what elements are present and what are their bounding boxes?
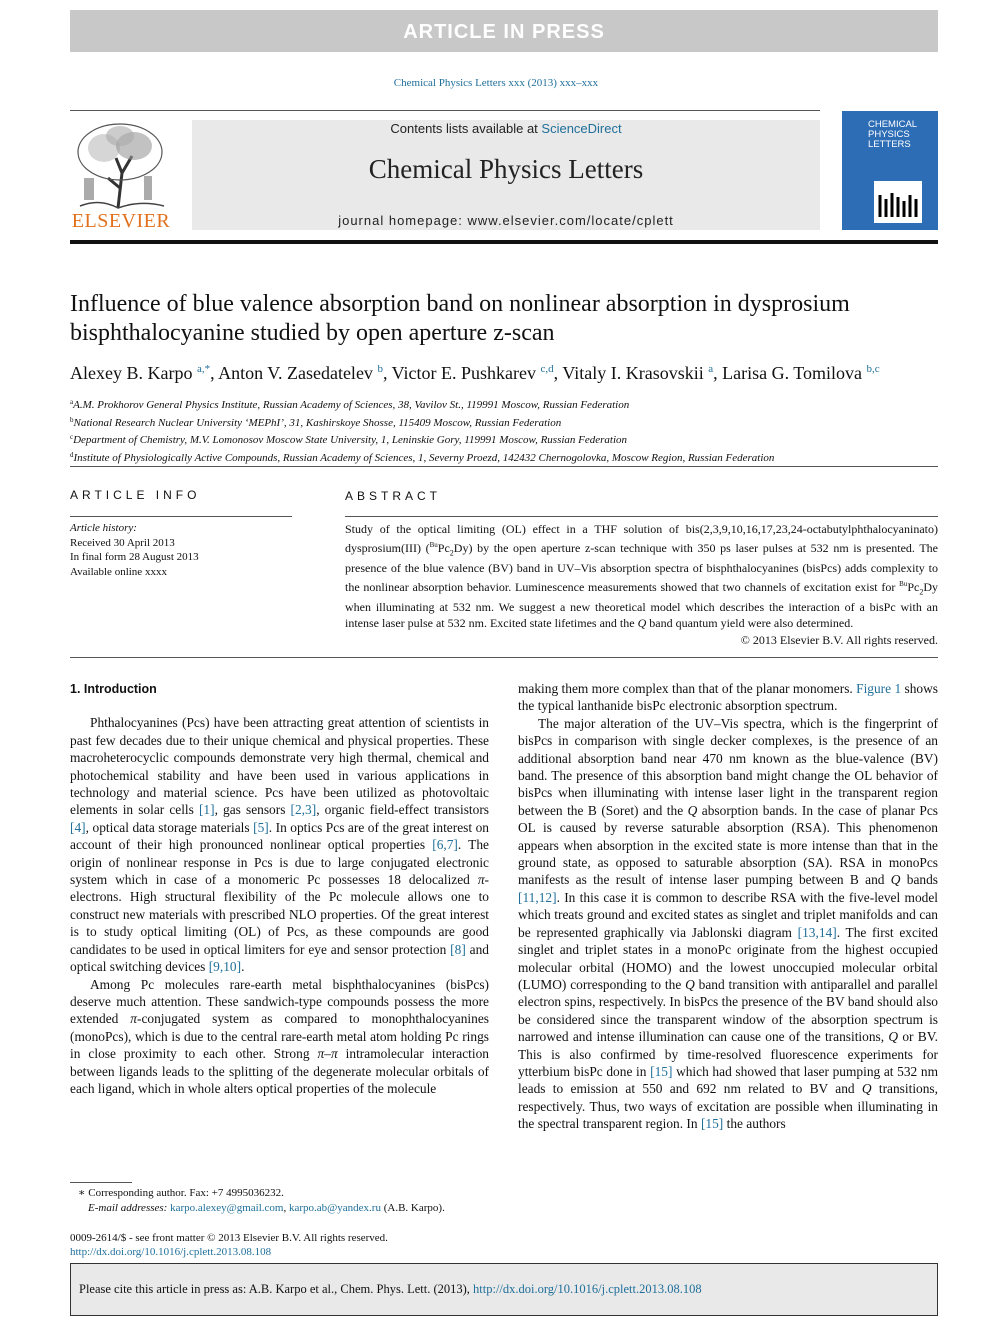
citation-text: Please cite this article in press as: A.B. Karpo et al., Chem. Phys. Lett. (2013), <box>79 1282 474 1296</box>
abstract-rule <box>345 516 938 517</box>
affiliation-text: Institute of Physiologically Active Compounds, Russian Academy of Sciences, 1, Severny Proezd, 142432 Chernogolovka, Moscow Region, Russian Federation <box>73 451 775 464</box>
affiliation-sup: c <box>70 433 74 441</box>
author-affil-sup[interactable]: b,c <box>866 363 880 375</box>
reference-link[interactable]: [6,7] <box>432 837 458 853</box>
doi-link[interactable]: http://dx.doi.org/10.1016/j.cplett.2013.08.108 <box>70 1246 272 1258</box>
affiliation-item <box>70 448 938 466</box>
copyright-notice: © 2013 Elsevier B.V. All rights reserved. <box>740 633 938 647</box>
article-info-rule <box>70 516 292 517</box>
reference-link[interactable]: [15] <box>650 1063 673 1079</box>
affiliation-item <box>70 413 938 431</box>
reference-link[interactable]: [15] <box>700 1116 724 1132</box>
cover-line: LETTERS <box>868 139 911 150</box>
author-affil-sup[interactable]: a,* <box>196 363 211 375</box>
body-paragraph: Phthalocyanines (Pcs) have been attracting great attention of scientists in past few decades due to their unique chemical and physical properties. These macroheterocyclic compounds demonstrate very high thermal, chemical and photochemical stability and have been used in various applications in technology and material science. Pcs have been utilized as photovoltaic elements in solar cells [1], gas sensors [2,3], organic field-effect transistors [4], optical data storage materials [5]. In optics Pcs are of the great interest on account of their high pronounced nonlinear optical properties [6,7]. The origin of nonlinear response in Pcs is due to large conjugated electronic system which in case of a monomeric Pc possesses 18 delocalized π-electrons. High structural flexibility of the Pc molecule allows one to construct new materials with prescribed NLO properties. Of the great interest is to study optical limiting (OL) of Pcs, as these compounds are good candidates to be used in optical limiters for eye and sensor protection [8] and optical switching devices [9,10]. <box>70 715 490 975</box>
email-link[interactable]: karpo.alexey@gmail.com <box>170 1202 284 1214</box>
issn-block <box>70 1231 510 1259</box>
citation-box <box>70 1263 938 1316</box>
reference-link[interactable]: [8] <box>450 941 466 957</box>
article-history <box>70 521 292 579</box>
cover-line: PHYSICS <box>868 129 910 140</box>
body-column-left <box>70 681 489 1097</box>
reference-link[interactable]: [2,3] <box>290 802 317 818</box>
issn-line: 0009-2614/$ - see front matter © 2013 Elsevier B.V. All rights reserved. <box>70 1232 388 1244</box>
reference-link[interactable]: [4] <box>70 819 86 835</box>
author-name[interactable]: Victor E. Pushkarev <box>391 363 537 383</box>
reference-link[interactable]: [9,10] <box>208 959 242 975</box>
journal-homepage-link[interactable]: journal homepage: www.elsevier.com/locate/cplett <box>338 213 674 228</box>
footnote <box>70 1186 490 1216</box>
author-name[interactable]: Vitaly I. Krasovskii <box>562 363 704 383</box>
author-affil-sup[interactable]: c,d <box>540 363 554 375</box>
reference-link[interactable]: [11,12] <box>518 889 557 905</box>
article-title: Influence of blue valence absorption band on nonlinear absorption in dysprosium bisphthalocyanine studied by open aperture z-scan <box>70 291 850 346</box>
history-revised: In final form 28 August 2013 <box>70 551 199 563</box>
history-label: Article history: <box>70 522 137 534</box>
affiliation-divider <box>70 466 938 467</box>
email-line: E-mail addresses: karpo.alexey@gmail.com, karpo.ab@yandex.ru (A.B. Karpo). <box>88 1202 445 1214</box>
affiliation-text: A.M. Prokhorov General Physics Institute, Russian Academy of Sciences, 38, Vavilov St., 119991 Moscow, Russian Federation <box>73 399 630 411</box>
history-received: Received 30 April 2013 <box>70 536 175 549</box>
body-column-right <box>518 680 938 1133</box>
affiliation-sup: d <box>70 450 74 459</box>
citation-doi-link[interactable]: http://dx.doi.org/10.1016/j.cplett.2013.08.108 <box>473 1282 702 1296</box>
author-name[interactable]: Larisa G. Tomilova <box>722 363 863 383</box>
body-paragraph: The major alteration of the UV–Vis spectra, which is the fingerprint of bisPcs in comparison with single decker complexes, is the presence of an additional absorption band near 470 nm known as the blue-valence (BV) band. The presence of this absorption band might change the OL behavior of bisPcs when illuminating with intense laser light in the transparent region between the B (Soret) and the Q absorption bands. In the case of planar Pcs OL is caused by reverse saturable absorption (RSA). This phenomenon appears when absorption in the excited state is more intense than that in the ground state, as opposed to saturable absorption (SA). RSA in monoPcs manifests as the result of intense laser pumping between B and Q bands [11,12]. In this case it is common to describe RSA with the five-level model which treats ground and excited states as singlet and triplet manifolds and can be represented graphically via Jablonski diagram [13,14]. The first excited singlet and triplet states in a monoPc originate from the highest occupied molecular orbital (HOMO) and the lowest unoccupied molecular orbital (LUMO) corresponding to the Q band transition with antiparallel and parallel electron spins, respectively. In bisPcs the presence of the BV band should also be considered since the transparent window of the absorption spectrum is narrowed and intense illumination can cause one of the transitions, Q or BV. This is also confirmed by time-resolved fluorescence experiments for ytterbium bisPc done in [15] which had showed that laser pumping at 532 nm leads to emission at 550 and 692 nm related to BV and Q transitions, respectively. Thus, two ways of excitation are possible when illuminating in the spectral transparent region. In [15] the authors <box>518 715 939 1132</box>
section-heading-introduction: 1. Introduction <box>70 682 157 696</box>
reference-link[interactable]: [1] <box>198 802 215 818</box>
author-name[interactable]: Alexey B. Karpo <box>70 363 193 383</box>
affiliation-list <box>70 395 938 465</box>
author-name[interactable]: Anton V. Zasedatelev <box>218 363 373 383</box>
footnote-rule <box>70 1182 132 1183</box>
affiliation-text: Department of Chemistry, M.V. Lomonosov Moscow State University, 1, Leninskie Gory, 119991 Moscow, Russian Federation <box>73 434 628 446</box>
journal-cover-image[interactable] <box>842 111 938 230</box>
author-affil-sup[interactable]: b <box>377 363 383 375</box>
author-list: Alexey B. Karpo $^{a,*}$, Anton V. Zasedatelev $^b$, Victor E. Pushkarev $^{c,d}$, Vitaly I. Krasovskii $^a$, Larisa G. Tomilova $^{b,c}$ <box>70 363 880 383</box>
journal-title: Chemical Physics Letters <box>368 154 644 184</box>
email-link[interactable]: karpo.ab@yandex.ru <box>288 1202 381 1214</box>
affiliation-item <box>70 430 938 448</box>
affiliation-sup: b <box>70 415 74 424</box>
affiliation-text: National Research Nuclear University ‘MEPhI’, 31, Kashirskoye Shosse, 115409 Moscow, Russian Federation <box>73 416 562 429</box>
sciencedirect-link[interactable]: ScienceDirect <box>541 121 622 136</box>
reference-link[interactable]: [5] <box>253 819 269 835</box>
cover-spectrum-graphic-icon <box>874 181 922 223</box>
abstract-body: Study of the optical limiting (OL) effect in a THF solution of bis(2,3,9,10,16,17,23,24-octabutylphthalocyaninato) dysprosium(III) $(^{Bu}Pc_2Dy)$ by the open aperture z-scan technique with 350 ps laser pulses at 532 nm is presented. The presence of the blue valence (BV) band in UV–Vis absorption spectra of bisphthalocyanines (bisPcs) adds complexity to the nonlinear absorption behavior. Luminescence measurements showed that two channels of excitation exist for $^{Bu}Pc_2Dy$ when illuminating at 532 nm. We suggest a new theoretical model which describes the interaction of a bisPc with an intense laser pulse at 532 nm. Excited state lifetimes and the Q band quantum yield were also determined. <box>345 522 938 630</box>
email-label: E-mail addresses: <box>88 1202 168 1214</box>
body-paragraph: Among Pc molecules rare-earth metal bisphthalocyanines (bisPcs) deserve much attention. These sandwich-type compounds possess the more extended π-conjugated system as compared to monophthalocyanines (monoPcs), which is due to the central rare-earth metal atom holding Pc rings in close proximity to each other. Strong π–π intramolecular interaction between ligands leads to the splitting of the degenerate molecular orbitals of each ligand, which in whole alters optical properties of the molecule <box>70 976 489 1096</box>
cover-title <box>868 120 934 150</box>
abstract-heading: ABSTRACT <box>345 489 442 503</box>
contents-prefix: Contents lists available at <box>390 121 542 136</box>
cover-line: CHEMICAL <box>868 119 918 130</box>
abstract-divider <box>70 657 938 658</box>
article-in-press-banner: ARTICLE IN PRESS <box>70 10 938 52</box>
elsevier-wordmark: ELSEVIER <box>71 210 171 232</box>
body-paragraph: making them more complex than that of the planar monomers. Figure 1 shows the typical lanthanide bisPc electronic absorption spectrum. <box>518 681 938 714</box>
journal-citation-link[interactable]: Chemical Physics Letters xxx (2013) xxx–xxx <box>393 77 599 89</box>
affiliation-sup: a <box>70 398 74 406</box>
contents-availability <box>192 121 820 136</box>
article-info-heading: ARTICLE INFO <box>70 488 201 502</box>
email-suffix: (A.B. Karpo). <box>383 1202 445 1214</box>
header-top-rule <box>70 110 820 111</box>
author-affil-sup[interactable]: a <box>708 363 714 375</box>
reference-link[interactable]: [13,14] <box>797 924 837 940</box>
history-online: Available online xxxx <box>70 565 167 578</box>
affiliation-item <box>70 395 938 413</box>
header-bottom-rule <box>70 240 938 244</box>
figure-link[interactable]: Figure 1 <box>856 681 902 696</box>
corresponding-author-note: ∗ Corresponding author. Fax: +7 4995036232. <box>78 1187 284 1199</box>
